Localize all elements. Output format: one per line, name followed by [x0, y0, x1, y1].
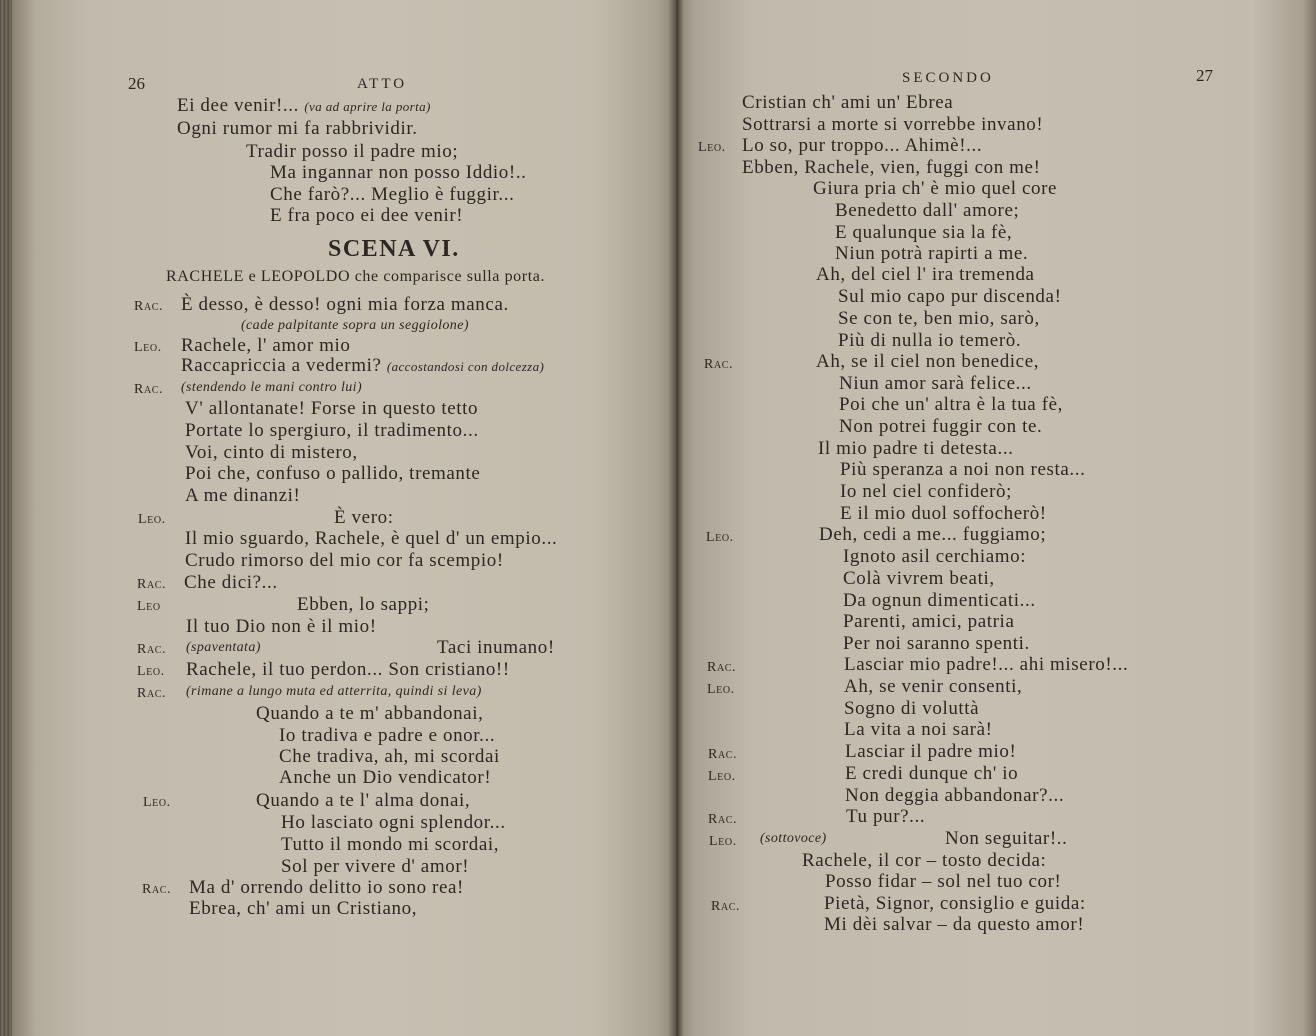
verse-line: È vero: — [334, 507, 394, 528]
verse-line: Lasciar il padre mio! — [845, 741, 1017, 762]
speaker-label: Leo. — [706, 530, 734, 545]
verse-line: Cristian ch' ami un' Ebrea — [742, 92, 954, 113]
stage-direction: (cade palpitante sopra un seggiolone) — [241, 318, 469, 333]
stage-direction: (accostandosi con dolcezza) — [386, 359, 545, 374]
verse-line: Se con te, ben mio, sarò, — [838, 308, 1040, 329]
speaker-label: Leo. — [138, 512, 166, 527]
verse-line: Non potrei fuggir con te. — [839, 416, 1043, 437]
page-number: 26 — [128, 74, 145, 93]
speaker-label: Rac. — [708, 812, 738, 827]
verse-line: Il mio sguardo, Rachele, è quel d' un empio... — [185, 528, 558, 549]
verse-line: V' allontanate! Forse in questo tetto — [185, 398, 479, 419]
verse-line: Mi dèi salvar – da questo amor! — [824, 914, 1085, 935]
speaker-label: Rac. — [134, 382, 164, 397]
verse-line: Io tradiva e padre e onor... — [279, 725, 496, 746]
running-head: ATTO — [357, 76, 408, 92]
verse-line: Raccapriccia a vedermi? (accostandosi con dolcezza) — [181, 355, 545, 376]
speaker-label: Rac. — [137, 642, 167, 657]
verse-line: Per noi saranno spenti. — [843, 633, 1030, 654]
verse-line: Posso fidar – sol nel tuo cor! — [825, 871, 1062, 892]
verse-line: Ei dee venir!... (va ad aprire la porta) — [177, 95, 431, 116]
verse-line: Poi che, confuso o pallido, tremante — [185, 463, 481, 484]
verse-line: Che dici?... — [184, 572, 278, 593]
verse-line: Benedetto dall' amore; — [835, 200, 1020, 221]
verse-line: Non deggia abbandonar?... — [845, 785, 1065, 806]
verse-line: Non seguitar!.. — [945, 828, 1068, 849]
verse-line: Che farò?... Meglio è fuggir... — [270, 184, 515, 205]
verse-line: Anche un Dio vendicator! — [279, 767, 492, 788]
stage-direction: (sottovoce) — [760, 831, 827, 846]
verse-line: Giura pria ch' è mio quel core — [813, 178, 1058, 199]
verse-line: Taci inumano! — [437, 637, 555, 658]
speaker-label: Rac. — [711, 899, 741, 914]
verse-line: Quando a te m' abbandonai, — [256, 703, 484, 724]
verse-line: Ah, se venir consenti, — [844, 676, 1023, 697]
stage-direction: (rimane a lungo muta ed atterrita, quindi si leva) — [186, 684, 482, 699]
speaker-label: Rac. — [707, 660, 737, 675]
verse-line: Tradir posso il padre mio; — [246, 141, 459, 162]
stage-direction: (va ad aprire la porta) — [304, 99, 431, 114]
verse-line: Tu pur?... — [846, 806, 926, 827]
verse-line: Lo so, pur troppo... Ahimè!... — [742, 135, 983, 156]
verse-line: Niun amor sarà felice... — [839, 373, 1032, 394]
verse-line: Ma d' orrendo delitto io sono rea! — [189, 877, 464, 898]
verse-line: Ebben, Rachele, vien, fuggi con me! — [742, 157, 1041, 178]
speaker-label: Leo — [137, 599, 161, 614]
stage-direction: (stendendo le mani contro lui) — [181, 380, 363, 395]
verse-line: Ma ingannar non posso Iddio!.. — [270, 162, 527, 183]
verse-line: Io nel ciel confiderò; — [840, 481, 1012, 502]
right-page — [676, 0, 1316, 1036]
speaker-label: Rac. — [708, 747, 738, 762]
verse-line: Colà vivrem beati, — [843, 568, 995, 589]
verse-line: Il tuo Dio non è il mio! — [186, 616, 377, 637]
verse-line: Il mio padre ti detesta... — [818, 438, 1014, 459]
verse-line: Sul mio capo pur discenda! — [838, 286, 1062, 307]
verse-line: Ho lasciato ogni splendor... — [281, 812, 506, 833]
verse-line: E il mio duol soffocherò! — [840, 503, 1047, 524]
verse-line: Deh, cedi a me... fuggiamo; — [819, 524, 1047, 545]
speaker-label: Leo. — [698, 140, 726, 155]
verse-line: Ignoto asil cerchiamo: — [843, 546, 1027, 567]
verse-line: E fra poco ei dee venir! — [270, 205, 464, 226]
verse-line: Poi che un' altra è la tua fè, — [839, 394, 1064, 415]
verse-line: Ebben, lo sappi; — [297, 594, 430, 615]
speaker-label: Rac. — [137, 686, 167, 701]
verse-line: Voi, cinto di mistero, — [185, 442, 358, 463]
verse-line: Ebrea, ch' ami un Cristiano, — [189, 898, 418, 919]
speaker-label: Leo. — [709, 834, 737, 849]
verse-line: Pietà, Signor, consiglio e guida: — [824, 893, 1086, 914]
verse-line: Crudo rimorso del mio cor fa scempio! — [185, 550, 504, 571]
verse-line: Portate lo spergiuro, il tradimento... — [185, 420, 479, 441]
verse-line: Parenti, amici, patria — [843, 611, 1015, 632]
verse-line: Sogno di voluttà — [844, 698, 980, 719]
verse-line: Niun potrà rapirti a me. — [835, 243, 1029, 264]
running-head: SECONDO — [902, 70, 994, 86]
verse-line: Ah, se il ciel non benedice, — [816, 351, 1040, 372]
speaker-label: Leo. — [708, 769, 736, 784]
verse-line: Rachele, il cor – tosto decida: — [802, 850, 1047, 871]
scene-persons: RACHELE e LEOPOLDO che comparisce sulla porta. — [166, 268, 546, 285]
verse-line: Quando a te l' alma donai, — [256, 790, 471, 811]
page-edge — [0, 0, 12, 1036]
verse-line: Rachele, l' amor mio — [181, 335, 351, 356]
speaker-label: Leo. — [707, 682, 735, 697]
verse-line: Sol per vivere d' amor! — [281, 856, 470, 877]
verse-line: Rachele, il tuo perdon... Son cristiano!! — [186, 659, 510, 680]
verse-line: Tutto il mondo mi scordai, — [281, 834, 500, 855]
speaker-label: Rac. — [704, 357, 734, 372]
verse-line: Da ognun dimenticati... — [843, 590, 1036, 611]
verse-line: Lasciar mio padre!... ahi misero!... — [844, 654, 1129, 675]
verse-line: E qualunque sia la fè, — [835, 222, 1013, 243]
book-spine — [668, 0, 684, 1036]
verse-line: Sottrarsi a morte si vorrebbe invano! — [742, 114, 1044, 135]
verse-line: La vita a noi sarà! — [844, 719, 993, 740]
speaker-label: Rac. — [134, 299, 164, 314]
verse-line: È desso, è desso! ogni mia forza manca. — [181, 294, 509, 315]
verse-line: Più di nulla io temerò. — [838, 330, 1022, 351]
verse-line: E credi dunque ch' io — [845, 763, 1019, 784]
speaker-label: Rac. — [142, 882, 172, 897]
verse-line: Ogni rumor mi fa rabbrividir. — [177, 118, 418, 139]
speaker-label: Leo. — [143, 795, 171, 810]
stage-direction: (spaventata) — [186, 640, 261, 655]
verse-line: Ah, del ciel l' ira tremenda — [816, 264, 1035, 285]
verse-line: Più speranza a noi non resta... — [840, 459, 1086, 480]
scene-title: SCENA VI. — [328, 236, 460, 262]
speaker-label: Leo. — [137, 664, 165, 679]
speaker-label: Leo. — [134, 340, 162, 355]
speaker-label: Rac. — [137, 577, 167, 592]
verse-line: Che tradiva, ah, mi scordai — [279, 746, 500, 767]
verse-line: A me dinanzi! — [185, 485, 301, 506]
page-number: 27 — [1196, 66, 1213, 85]
